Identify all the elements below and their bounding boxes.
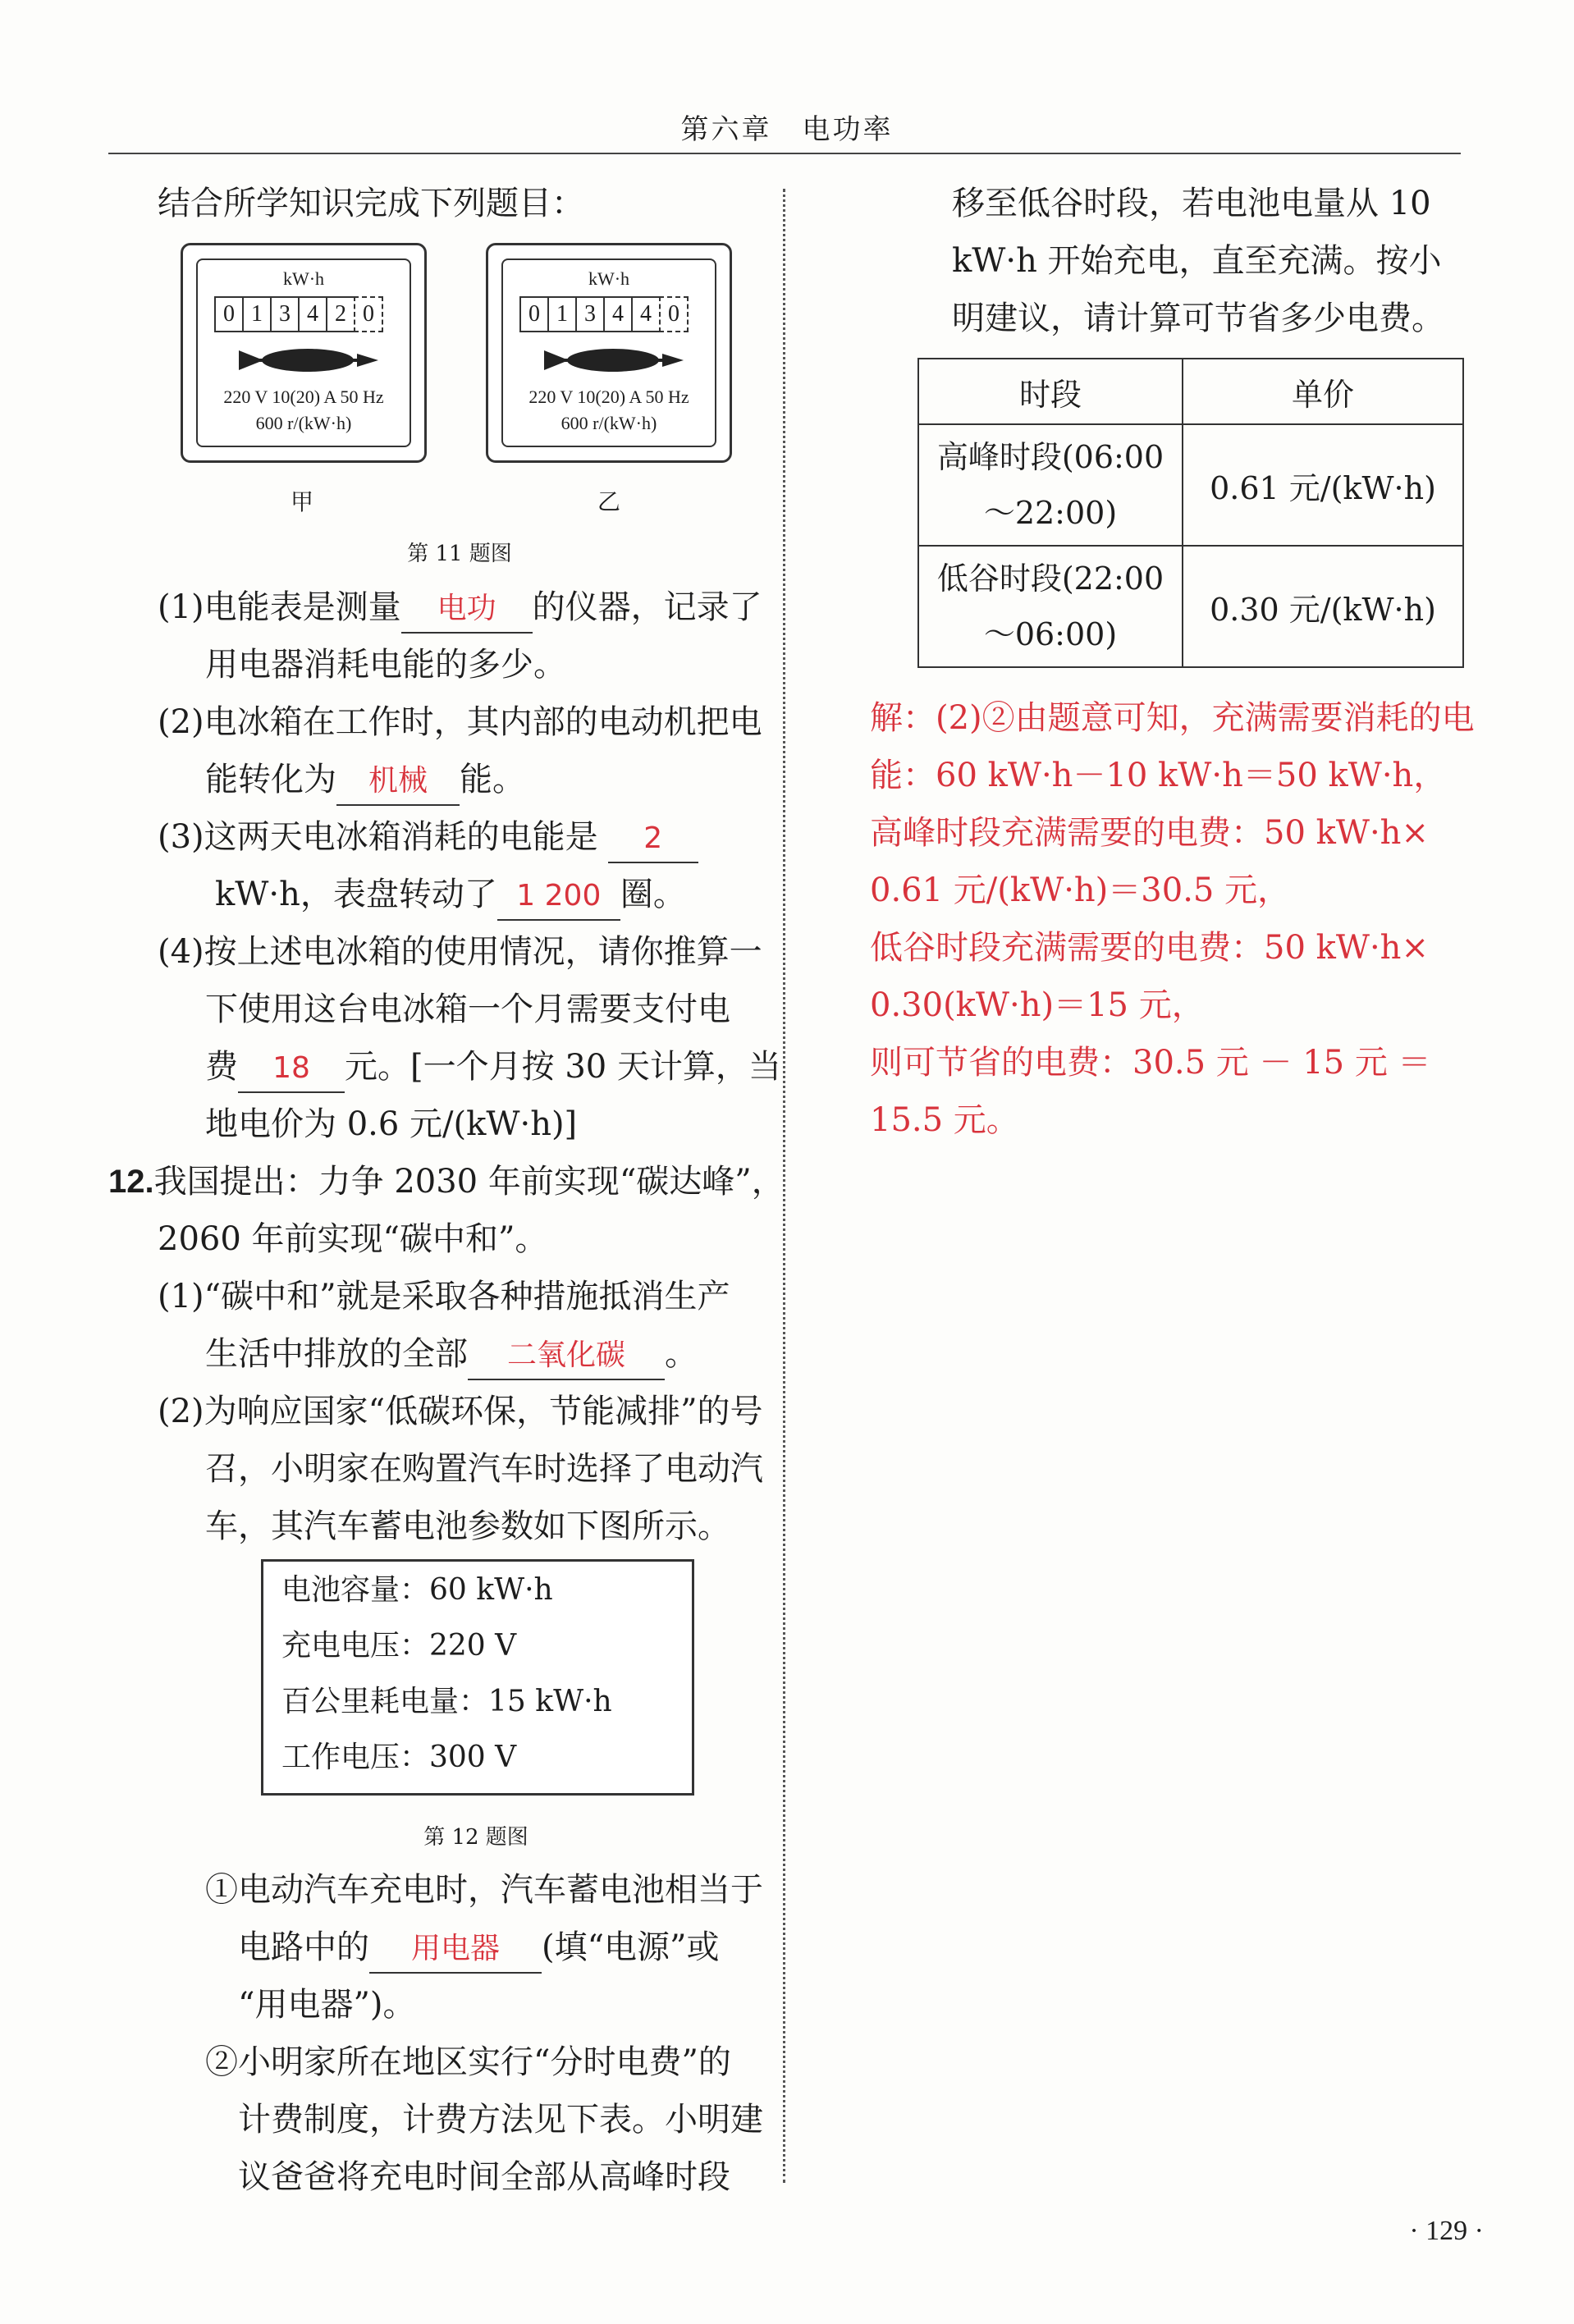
fig11-caption: 第 11 题图 bbox=[407, 542, 512, 566]
rotor-disc-icon bbox=[539, 342, 687, 378]
q12-1-line1: (1)“碳中和”就是采取各种措施抵消生产 bbox=[158, 1278, 730, 1315]
meter-digit: 1 bbox=[242, 296, 272, 332]
q11-3-line1 bbox=[158, 808, 698, 866]
price-table bbox=[917, 358, 1464, 668]
price-table-period-peak bbox=[918, 424, 1183, 546]
solution-line: 高峰时段充满需要的电费：50 kW·h× bbox=[870, 814, 1429, 852]
solution-line: 0.61 元/(kW·h)＝30.5 元， bbox=[870, 872, 1291, 909]
q12-2-line1: (2)为响应国家“低碳环保，节能减排”的号 bbox=[158, 1393, 763, 1430]
q11-4-line4: 地电价为 0.6 元/(kW·h)] bbox=[205, 1105, 578, 1143]
q11-2-answer: 机械 bbox=[336, 758, 460, 806]
valley-period-line2: ～06:00) bbox=[983, 616, 1118, 652]
meter-jia-label: 甲 bbox=[290, 488, 313, 515]
price-table-row-peak bbox=[918, 424, 1463, 546]
q12-line2: 2060 年前实现“碳中和”。 bbox=[158, 1220, 548, 1258]
header-rule bbox=[108, 153, 1461, 154]
price-table-header-period: 时段 bbox=[918, 359, 1183, 424]
q12-number: 12. bbox=[108, 1164, 154, 1200]
q11-1-text-a: (1)电能表是测量 bbox=[158, 588, 401, 626]
solution-line: 则可节省的电费：30.5 元 － 15 元 ＝ bbox=[870, 1044, 1431, 1082]
meter-digit: 0 bbox=[354, 296, 383, 332]
meter-yi-face bbox=[501, 258, 716, 447]
battery-capacity: 电池容量：60 kW·h bbox=[281, 1573, 553, 1607]
q11-2-text-c: 能。 bbox=[460, 761, 525, 798]
q11-3-line2 bbox=[215, 866, 686, 923]
q11-3-text-b: kW·h，表盘转动了 bbox=[215, 876, 497, 913]
meter-digit: 4 bbox=[298, 296, 327, 332]
peak-period-line2: ～22:00) bbox=[983, 495, 1118, 531]
meter-digit: 3 bbox=[575, 296, 605, 332]
meter-jia-spec1: 220 V 10(20) A 50 Hz bbox=[223, 387, 384, 407]
meter-digit: 0 bbox=[659, 296, 689, 332]
solution-line: 15.5 元。 bbox=[870, 1101, 1019, 1139]
q12-cont-line2: kW·h 开始充电，直至充满。按小 bbox=[952, 242, 1442, 280]
q11-4-text-d: 元。[一个月按 30 天计算，当 bbox=[345, 1048, 781, 1086]
q12-cont-line3: 明建议，请计算可节省多少电费。 bbox=[952, 300, 1444, 337]
meter-yi-digits bbox=[519, 296, 687, 332]
solution-line: 低谷时段充满需要的电费：50 kW·h× bbox=[870, 929, 1429, 967]
rotor-disc-icon bbox=[234, 342, 382, 378]
q12-2-2-line1: ②小明家所在地区实行“分时电费”的 bbox=[205, 2043, 731, 2081]
q12-2-2-line3: 议爸爸将充电时间全部从高峰时段 bbox=[238, 2158, 730, 2196]
price-table-period-valley bbox=[918, 546, 1183, 667]
q12-text-a: 我国提出：力争 2030 年前实现“碳达峰”， bbox=[153, 1163, 785, 1201]
q12-1-text-b: 生活中排放的全部 bbox=[205, 1335, 468, 1373]
meter-jia-spec2: 600 r/(kW·h) bbox=[255, 413, 352, 433]
q11-4-answer: 18 bbox=[238, 1045, 345, 1093]
meter-yi-label: 乙 bbox=[597, 488, 620, 515]
meter-jia-digits bbox=[214, 296, 382, 332]
chapter-header: 第六章 电功率 bbox=[680, 113, 894, 146]
battery-charge-voltage: 充电电压：220 V bbox=[281, 1629, 517, 1663]
q12-cont-line1: 移至低谷时段，若电池电量从 10 bbox=[952, 185, 1431, 222]
q12-2-1-text-b: 电路中的 bbox=[238, 1928, 369, 1966]
q11-1-line1 bbox=[158, 579, 762, 636]
q12-1-text-c: 。 bbox=[665, 1335, 698, 1373]
q11-4-line2: 下使用这台电冰箱一个月需要支付电 bbox=[205, 990, 730, 1028]
intro-text: 结合所学知识完成下列题目： bbox=[158, 185, 584, 222]
q11-3-text-a: (3)这两天电冰箱消耗的电能是 bbox=[158, 818, 598, 856]
q11-4-text-c: 费 bbox=[205, 1048, 238, 1086]
q11-1-line2: 用电器消耗电能的多少。 bbox=[205, 646, 566, 684]
q12-2-2-line2: 计费制度，计费方法见下表。小明建 bbox=[238, 2101, 763, 2139]
battery-work-voltage: 工作电压：300 V bbox=[281, 1741, 517, 1774]
meter-digit: 4 bbox=[631, 296, 661, 332]
solution-block bbox=[870, 689, 1475, 1149]
meter-yi-spec1: 220 V 10(20) A 50 Hz bbox=[528, 387, 689, 407]
solution-line: 解：(2)②由题意可知，充满需要消耗的电 bbox=[870, 699, 1475, 737]
valley-period-line1: 低谷时段(22:00 bbox=[936, 560, 1164, 597]
q12-2-1-answer: 用电器 bbox=[369, 1926, 542, 1974]
q11-3-text-c: 圈。 bbox=[620, 876, 686, 913]
price-table-price-peak: 0.61 元/(kW·h) bbox=[1183, 424, 1463, 546]
q12-2-1-line3: “用电器”)。 bbox=[238, 1986, 416, 2024]
meter-digit: 4 bbox=[603, 296, 633, 332]
meter-jia-unit: kW·h bbox=[282, 268, 325, 289]
q12-2-line3: 车，其汽车蓄电池参数如下图所示。 bbox=[205, 1507, 730, 1545]
solution-line: 0.30(kW·h)＝15 元， bbox=[870, 986, 1205, 1024]
page-number: · 129 · bbox=[1409, 2216, 1484, 2246]
q12-1-line2 bbox=[205, 1325, 698, 1383]
q12-2-line2: 召，小明家在购置汽车时选择了电动汽 bbox=[205, 1450, 763, 1488]
q12-2-1-text-c: (填“电源”或 bbox=[542, 1928, 720, 1966]
meter-jia-face bbox=[196, 258, 411, 447]
q11-3-answer-energy: 2 bbox=[608, 816, 698, 863]
q11-2-line1: (2)电冰箱在工作时，其内部的电动机把电 bbox=[158, 703, 762, 741]
meter-yi-spec2: 600 r/(kW·h) bbox=[561, 413, 657, 433]
meter-digit: 0 bbox=[519, 296, 549, 332]
meter-digit: 1 bbox=[547, 296, 577, 332]
q12-1-answer: 二氧化碳 bbox=[468, 1333, 665, 1380]
q11-4-line1: (4)按上述电冰箱的使用情况，请你推算一 bbox=[158, 933, 762, 971]
q11-1-text-b: 的仪器，记录了 bbox=[532, 588, 762, 626]
q12-2-1-line1: ①电动汽车充电时，汽车蓄电池相当于 bbox=[205, 1871, 763, 1909]
q11-3-answer-turns: 1 200 bbox=[497, 873, 620, 921]
meter-digit: 0 bbox=[214, 296, 244, 332]
peak-period-line1: 高峰时段(06:00 bbox=[936, 439, 1164, 475]
meter-yi-unit: kW·h bbox=[588, 268, 630, 289]
meter-yi bbox=[486, 243, 732, 463]
fig12-caption: 第 12 题图 bbox=[423, 1825, 528, 1850]
meter-digit: 3 bbox=[270, 296, 300, 332]
q11-1-answer: 电功 bbox=[401, 586, 533, 634]
meter-digit: 2 bbox=[326, 296, 355, 332]
meter-jia bbox=[181, 243, 427, 463]
price-table-header-row bbox=[918, 359, 1463, 424]
battery-consumption: 百公里耗电量：15 kW·h bbox=[281, 1685, 612, 1718]
q11-4-line3 bbox=[205, 1038, 781, 1096]
q11-2-text-b: 能转化为 bbox=[205, 761, 336, 798]
battery-spec-box bbox=[261, 1559, 694, 1796]
price-table-price-valley: 0.30 元/(kW·h) bbox=[1183, 546, 1463, 667]
q11-2-line2 bbox=[205, 751, 525, 808]
price-table-header-price: 单价 bbox=[1183, 359, 1463, 424]
price-table-row-valley bbox=[918, 546, 1463, 667]
solution-line: 能：60 kW·h－10 kW·h＝50 kW·h， bbox=[870, 757, 1447, 794]
q12-line1 bbox=[108, 1153, 785, 1210]
q12-2-1-line2 bbox=[238, 1919, 720, 1976]
